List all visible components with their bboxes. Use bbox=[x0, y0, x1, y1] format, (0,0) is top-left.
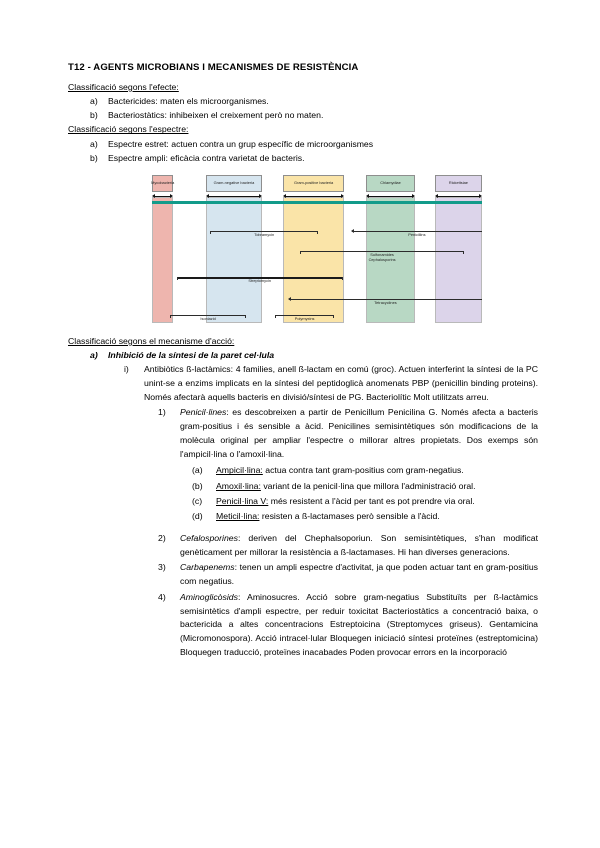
list-marker: (a) bbox=[192, 465, 203, 476]
list-item-text: Inhibició de la síntesi de la paret cel·lula bbox=[108, 350, 275, 360]
chart-header-label: Mycobacteria bbox=[152, 175, 173, 192]
list-item bbox=[68, 591, 538, 660]
chart-series-tobramycin: Tobramycin bbox=[254, 232, 275, 238]
variant-text: més resistent a l'àcid per tant es pot prendre via oral. bbox=[268, 495, 475, 506]
chart-band-mycobacteria bbox=[152, 197, 173, 323]
family-name: Cefalosporines bbox=[180, 532, 238, 543]
list-item-text: Espectre estret: actuen contra un grup específic de microorganismes bbox=[108, 138, 374, 149]
list-item-text: Bactericides: maten els microorganismes. bbox=[108, 96, 269, 107]
family-name: Aminoglicòsids bbox=[180, 591, 238, 602]
list-item bbox=[68, 494, 538, 508]
list-marker: (b) bbox=[192, 480, 203, 491]
list-item bbox=[68, 138, 538, 151]
list-marker: b) bbox=[90, 152, 98, 163]
section-heading-mecanisme bbox=[68, 335, 538, 348]
chart-header-label: Gram-positive bacteria bbox=[283, 175, 344, 192]
list-marker: 3) bbox=[158, 562, 166, 573]
list-item bbox=[68, 109, 538, 122]
list-families bbox=[68, 406, 538, 461]
chart-header-label: Gram-negative bacteria bbox=[206, 175, 262, 192]
list-item bbox=[68, 406, 538, 461]
list-marker: 1) bbox=[158, 407, 166, 418]
variant-text: resisten a ß-lactamases però sensible a l'àcid. bbox=[259, 510, 440, 521]
family-text: : Aminosucres. Acció sobre gram-negatius Substituïts per ß-lactàmics semisintètics d'ampli espectre, per reduir toxicitat Bacteriostàtics a concentració baixa, o bactericida a altes concentracions Estreptoicina (Streptomyces griseus). Gentamicina (Micromonospora). Acció intracel·lular Bloquegen iniciació síntesi proteïnes (estreptomicina) Bloquegen traducció, proteïnes inacabades Poden provocar errors en la incorporació bbox=[180, 591, 538, 657]
list-marker: a) bbox=[90, 96, 98, 107]
chart-range-arrow bbox=[283, 194, 344, 199]
list-item bbox=[68, 479, 538, 493]
list-marker: (d) bbox=[192, 510, 203, 521]
family-text: : tenen un ampli espectre d'activitat, ja que poden actuar tant en gram-positius com negatius. bbox=[180, 562, 538, 587]
chart-series-penicillins: Penicillins bbox=[352, 231, 482, 245]
variant-name: Ampicil·lina: bbox=[216, 465, 263, 476]
list-marker: a) bbox=[90, 138, 98, 149]
list-marker: a) bbox=[90, 350, 98, 360]
variant-name: Penicil·lina V: bbox=[216, 495, 269, 506]
list-item bbox=[68, 349, 538, 362]
chart-range-arrow bbox=[366, 194, 414, 199]
chart-header-label: Chlamydiae bbox=[366, 175, 414, 192]
page-title: T12 - AGENTS MICROBIANS I MECANISMES DE RESISTÈNCIA bbox=[68, 62, 359, 73]
section-heading-espectre bbox=[68, 123, 538, 136]
list-mecanisme bbox=[68, 349, 538, 362]
section-heading-efecte-label: Classificació segons l'efecte: bbox=[68, 81, 179, 92]
chart-series-isoniazid: Isoniazid bbox=[200, 316, 216, 322]
list-item bbox=[68, 463, 538, 477]
list-marker: 2) bbox=[158, 532, 166, 543]
list-item bbox=[68, 561, 538, 589]
chart-series-tetracyclines: Tetracyclines bbox=[289, 299, 482, 313]
list-item-text: Espectre ampli: eficàcia contra varietat de bacteris. bbox=[108, 152, 305, 163]
chart-series-polymyxins: Polymyxins bbox=[294, 316, 315, 322]
list-item bbox=[68, 152, 538, 165]
family-name: Carbapenems bbox=[180, 562, 235, 573]
chart-teal-divider bbox=[152, 201, 482, 204]
variant-name: Meticil·lina: bbox=[216, 510, 260, 521]
list-item bbox=[68, 363, 538, 404]
chart-series-sulfonamides-cephalosporins: Sulfonamides Cephalosporins bbox=[368, 252, 396, 263]
list-item-text: Antibiòtics ß-lactàmics: 4 families, anell ß-lactam en comú (groc). Actuen interferint la síntesi de la PC unint-se a enzims implicats en la síntesi del peptidoglicà anomenats PBP (penicillin binding proteins). Només afectarà aquells bacteris en divisió/síntesi de PG. Bacteriolític Molt utilitzats arreu. bbox=[144, 364, 538, 402]
list-marker: i) bbox=[124, 364, 129, 375]
section-heading-mecanisme-label: Classificació segons el mecanisme d'acció: bbox=[68, 335, 235, 346]
variant-text: actua contra tant gram-positius com gram-negatius. bbox=[262, 465, 464, 476]
list-item bbox=[68, 532, 538, 560]
antibiotic-spectrum-chart bbox=[152, 175, 482, 323]
section-heading-espectre-label: Classificació segons l'espectre: bbox=[68, 124, 189, 135]
chart-range-arrow bbox=[152, 194, 173, 199]
list-betalactams bbox=[68, 363, 538, 404]
list-marker: b) bbox=[90, 110, 98, 121]
chart-header-label: Rickettsiae bbox=[435, 175, 482, 192]
list-marker: (c) bbox=[192, 495, 203, 506]
family-text: : deriven del Chephalsoporiun. Son semisintètiques, s'han modificat genèticament per millorar la resistència a ß-lactamases. Hi han diverses generacions. bbox=[180, 532, 538, 557]
variant-text: variant de la penicil·lina que millora l'administració oral. bbox=[260, 480, 476, 491]
section-heading-efecte bbox=[68, 81, 538, 94]
chart-series-streptomycin: Streptomycin bbox=[177, 277, 343, 291]
family-name: Penicil·lines bbox=[180, 407, 227, 418]
list-penicillin-variants bbox=[68, 463, 538, 522]
list-marker: 4) bbox=[158, 591, 166, 602]
list-item bbox=[68, 509, 538, 523]
list-item-text: Bacteriostàtics: inhibeixen el creixement però no maten. bbox=[108, 110, 324, 121]
chart-range-arrow bbox=[435, 194, 482, 199]
chart-range-arrow bbox=[206, 194, 262, 199]
list-families-rest bbox=[68, 532, 538, 660]
family-text: : es descobreixen a partir de Penicillum Penicilina G. Només afecta a bacteris gram-positius i és sensible a àcid. Penicilines semisintètiques són modificacions de la molècula original per ampliar l'espectre o millorar altres propietats. Dos exemps són l'ampicil·lina o l'amoxil·lina. bbox=[180, 407, 538, 459]
list-efecte bbox=[68, 95, 538, 122]
list-item bbox=[68, 95, 538, 108]
chart-canvas bbox=[152, 175, 482, 323]
variant-name: Amoxil·lina: bbox=[216, 480, 261, 491]
list-espectre bbox=[68, 138, 538, 165]
